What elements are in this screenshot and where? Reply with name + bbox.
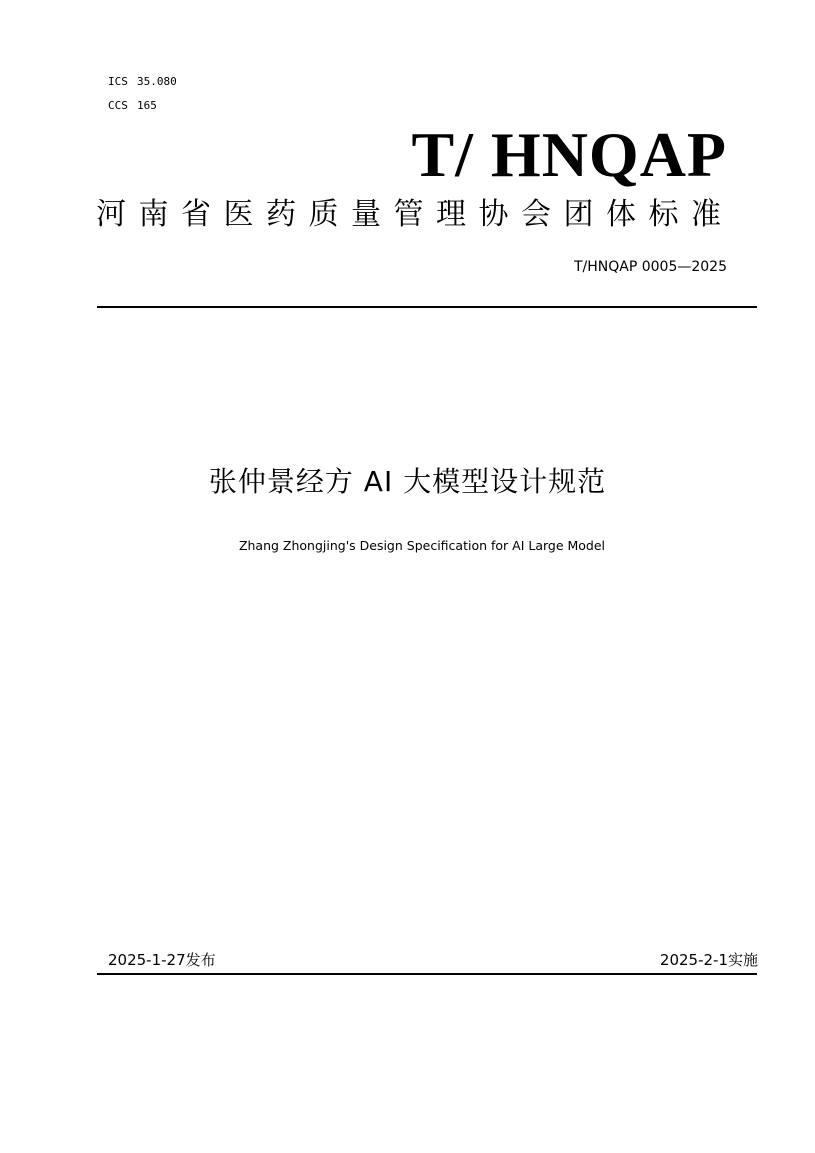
ics-classification: [108, 75, 177, 88]
standard-number: T/HNQAP 0005—2025: [573, 259, 727, 275]
issue-date: 2025-1-27发布: [108, 951, 216, 969]
document-title-english: Zhang Zhongjing's Design Specification for AI Large Model: [238, 538, 606, 553]
organization-name: 河南省医药质量管理协会团体标准: [96, 197, 734, 232]
document-title-chinese: 张仲景经方 AI 大模型设计规范: [208, 465, 607, 498]
ccs-code: 165: [137, 99, 157, 112]
organization-code: T/ HNQAP: [411, 119, 727, 190]
implementation-date: 2025-2-1实施: [659, 951, 758, 969]
header-divider: [97, 306, 757, 308]
ics-code: 35.080: [137, 75, 177, 88]
footer-divider: [97, 973, 757, 975]
ccs-classification: [108, 99, 157, 112]
ccs-label: CCS: [108, 99, 128, 112]
ics-label: ICS: [108, 75, 128, 88]
